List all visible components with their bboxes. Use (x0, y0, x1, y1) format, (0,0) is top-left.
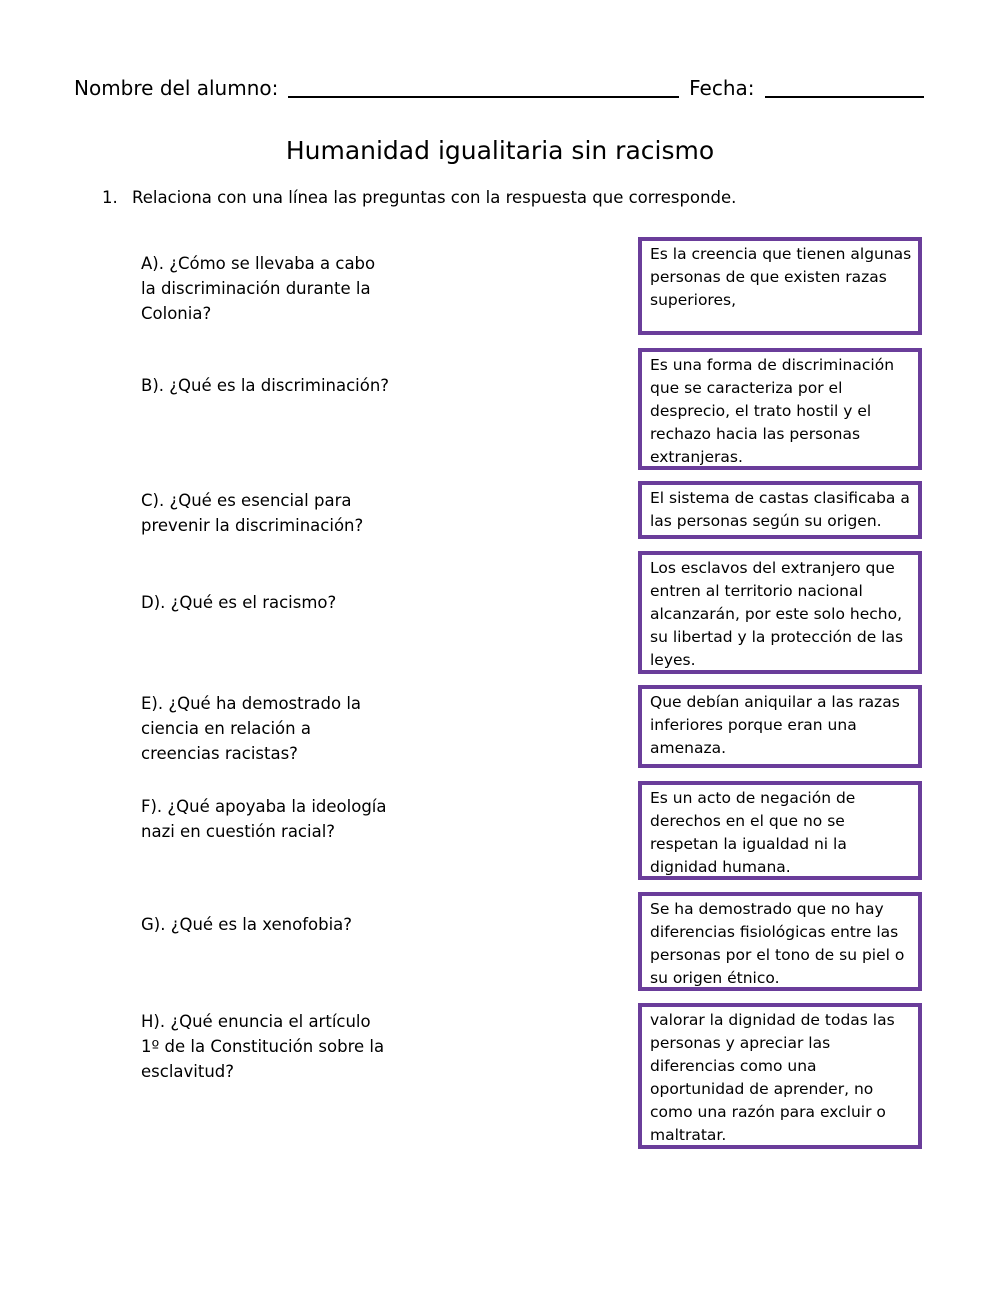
answer-box-5[interactable] (638, 685, 922, 768)
answer-text-5: Que debían aniquilar a las razas inferiores porque eran una amenaza. (650, 693, 900, 757)
question-f: F). ¿Qué apoyaba la ideología nazi en cuestión racial? (141, 797, 387, 841)
answer-box-6[interactable] (638, 781, 922, 880)
answer-text-7: Se ha demostrado que no hay diferencias fisiológicas entre las personas por el tono de su piel o su origen étnico. (650, 900, 905, 987)
instruction (102, 188, 736, 207)
instruction-number: 1. (102, 188, 118, 207)
question-a: A). ¿Cómo se llevaba a cabo la discriminación durante la Colonia? (141, 254, 376, 323)
answer-box-4[interactable] (638, 551, 922, 674)
question-e: E). ¿Qué ha demostrado la ciencia en relación a creencias racistas? (141, 694, 362, 763)
instruction-text: Relaciona con una línea las preguntas con la respuesta que corresponde. (132, 188, 737, 207)
header (74, 76, 924, 100)
name-label: Nombre del alumno: (74, 76, 279, 100)
answer-box-2[interactable] (638, 348, 922, 470)
page-title: Humanidad igualitaria sin racismo (285, 136, 715, 165)
date-label: Fecha: (689, 76, 755, 100)
answer-text-1: Es la creencia que tienen algunas personas de que existen razas superiores, (650, 245, 912, 309)
answer-box-1[interactable] (638, 237, 922, 335)
answer-box-8[interactable] (638, 1003, 922, 1149)
question-c: C). ¿Qué es esencial para prevenir la discriminación? (141, 491, 364, 535)
question-g: G). ¿Qué es la xenofobia? (141, 915, 353, 934)
answer-box-3[interactable] (638, 481, 922, 539)
answer-box-7[interactable] (638, 892, 922, 991)
question-h: H). ¿Qué enuncia el artículo 1º de la Constitución sobre la esclavitud? (141, 1012, 385, 1081)
answer-text-4: Los esclavos del extranjero que entren al territorio nacional alcanzarán, por este solo hecho, su libertad y la protección de las leyes. (650, 559, 904, 669)
date-blank-line[interactable] (765, 96, 925, 98)
question-b: B). ¿Qué es la discriminación? (141, 376, 390, 395)
answer-text-3: El sistema de castas clasificaba a las personas según su origen. (650, 489, 910, 530)
answer-text-2: Es una forma de discriminación que se caracteriza por el desprecio, el trato hostil y el rechazo hacia las personas extranjeras. (650, 356, 895, 466)
answer-text-8: valorar la dignidad de todas las personas y apreciar las diferencias como una oportunidad de aprender, no como una razón para excluir o maltratar. (650, 1011, 895, 1144)
question-d: D). ¿Qué es el racismo? (141, 593, 337, 612)
answer-text-6: Es un acto de negación de derechos en el que no se respetan la igualdad ni la dignidad humana. (650, 789, 856, 876)
name-blank-line[interactable] (288, 96, 679, 98)
